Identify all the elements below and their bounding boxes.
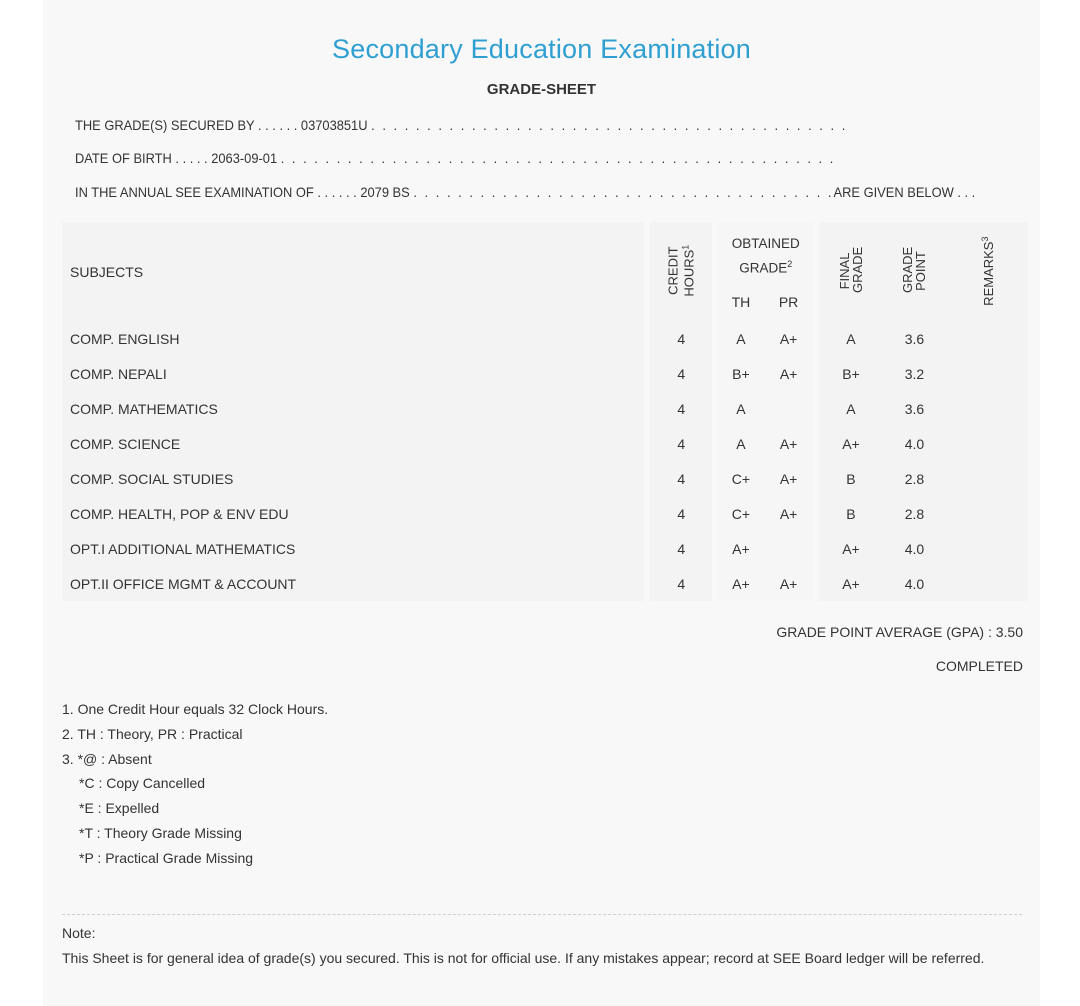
th-grade-cell: A: [718, 391, 764, 426]
credit-cell: 4: [650, 531, 712, 566]
legend-item: *T : Theory Grade Missing: [79, 824, 242, 841]
exam-value: 2079 BS: [360, 184, 410, 200]
grade-point-cell: 2.8: [883, 461, 946, 496]
header-credit-label: CREDIT HOURS$^1$: [665, 245, 697, 297]
grade-point-cell: 2.8: [883, 496, 946, 531]
note-text: This Sheet is for general idea of grade(s) you secured. This is not for official use. If any mistakes appear; record at SEE Board ledger will be referred.: [62, 949, 985, 966]
grade-point-cell: 4.0: [883, 426, 946, 461]
credit-superscript: 1: [680, 245, 691, 251]
secured-by-label: THE GRADE(S) SECURED BY . . . . . .: [75, 117, 298, 133]
final-grade-cell: A: [819, 321, 882, 356]
table-row: [62, 391, 1028, 426]
grade-point-cell: 3.2: [883, 356, 946, 391]
dot-leader: . . . . . . . . . . . . . . . . . . . . . . . . . . . . . . . . . . . . . .: [413, 184, 834, 200]
subject-cell: COMP. SOCIAL STUDIES: [62, 461, 644, 496]
subject-cell: COMP. SCIENCE: [62, 426, 644, 461]
final-grade-cell: B+: [819, 356, 882, 391]
dot-leader: . . . . . . . . . . . . . . . . . . . . . . . . . . . . . . . . . . . . . . . . . . . . . . . . . .: [280, 150, 836, 166]
credit-cell: 4: [650, 426, 712, 461]
final-grade-cell: A+: [819, 426, 882, 461]
table-row: [62, 461, 1028, 496]
legend-item: *C : Copy Cancelled: [79, 775, 206, 792]
grade-point-cell: 3.6: [883, 321, 946, 356]
remarks-cell: [946, 461, 1028, 496]
grades-table: [62, 222, 1028, 601]
subject-cell: COMP. ENGLISH: [62, 321, 644, 356]
final-grade-cell: A+: [819, 531, 882, 566]
th-grade-cell: C+: [718, 461, 764, 496]
final-grade-cell: B: [819, 461, 882, 496]
th-grade-cell: A+: [718, 566, 764, 601]
header-remarks-label: REMARKS$^3$: [979, 236, 997, 306]
obtained-superscript: 2: [787, 258, 793, 269]
subject-cell: OPT.II OFFICE MGMT & ACCOUNT: [62, 566, 644, 601]
final-grade-cell: B: [819, 496, 882, 531]
credit-cell: 4: [650, 461, 712, 496]
exam-suffix: ARE GIVEN BELOW . . .: [833, 184, 976, 200]
header-final-label: FINAL GRADE: [836, 246, 865, 293]
subject-cell: COMP. NEPALI: [62, 356, 644, 391]
table-row: [62, 496, 1028, 531]
header-pr: PR: [764, 282, 814, 321]
grade-sheet: [43, 0, 1040, 1006]
table-row: [62, 356, 1028, 391]
header-remarks: [946, 222, 1028, 321]
remarks-cell: [946, 356, 1028, 391]
remarks-cell: [946, 321, 1028, 356]
th-grade-cell: A+: [718, 531, 764, 566]
header-obtained-grade: OBTAINED GRADE$^2$: [718, 222, 813, 282]
subject-cell: COMP. HEALTH, POP & ENV EDU: [62, 496, 644, 531]
header-final-grade: [819, 222, 882, 321]
remarks-cell: [946, 531, 1028, 566]
table-header-row: [62, 222, 1028, 282]
dob-label: DATE OF BIRTH . . . . .: [75, 150, 208, 166]
legend-item: 1. One Credit Hour equals 32 Clock Hours.: [62, 701, 329, 717]
legend-item: *P : Practical Grade Missing: [79, 849, 254, 866]
grade-point-cell: 4.0: [883, 531, 946, 566]
status-text: COMPLETED: [935, 658, 1023, 674]
remarks-cell: [946, 496, 1028, 531]
credit-cell: 4: [650, 356, 712, 391]
final-grade-cell: A+: [819, 566, 882, 601]
header-credit-hours: [650, 222, 712, 321]
table-row: [62, 426, 1028, 461]
note-divider: [62, 914, 1022, 915]
pr-grade-cell: A+: [764, 566, 814, 601]
note: [62, 921, 1022, 970]
final-grade-cell: A: [819, 391, 882, 426]
th-grade-cell: B+: [718, 356, 764, 391]
header-subjects: [62, 222, 644, 321]
gpa-summary: GRADE POINT AVERAGE (GPA) : 3.50: [776, 624, 1023, 640]
subject-cell: OPT.I ADDITIONAL MATHEMATICS: [62, 531, 644, 566]
header-grade-point-label: GRADE POINT: [900, 246, 929, 293]
table-row: [62, 321, 1028, 356]
secured-by-value: 03703851U: [300, 117, 368, 133]
th-grade-cell: A: [718, 321, 764, 356]
table-row: [62, 531, 1028, 566]
remarks-cell: [946, 426, 1028, 461]
remarks-cell: [946, 566, 1028, 601]
th-grade-cell: C+: [718, 496, 764, 531]
header-grade-point: [883, 222, 946, 321]
legend-item: 2. TH : Theory, PR : Practical: [62, 725, 243, 742]
note-label: Note:: [62, 925, 96, 941]
page-subtitle: GRADE-SHEET: [486, 81, 597, 98]
credit-cell: 4: [650, 391, 712, 426]
pr-grade-cell: [764, 391, 814, 426]
table-row: [62, 566, 1028, 601]
pr-grade-cell: A+: [764, 496, 814, 531]
dob-value: 2063-09-01: [211, 150, 278, 166]
credit-cell: 4: [650, 496, 712, 531]
page-title: Secondary Education Examination: [332, 34, 751, 64]
pr-grade-cell: A+: [764, 426, 814, 461]
legend: [62, 697, 328, 871]
grade-rows: [62, 321, 1028, 601]
remarks-superscript: 3: [979, 236, 990, 242]
exam-label: IN THE ANNUAL SEE EXAMINATION OF . . . . . .: [75, 184, 357, 200]
remarks-cell: [946, 391, 1028, 426]
dob-line: [75, 150, 835, 166]
pr-grade-cell: A+: [764, 461, 814, 496]
secured-by-line: [75, 117, 847, 133]
pr-grade-cell: A+: [764, 356, 814, 391]
legend-item: *E : Expelled: [79, 800, 160, 817]
pr-grade-cell: A+: [764, 321, 814, 356]
credit-cell: 4: [650, 321, 712, 356]
grade-point-cell: 4.0: [883, 566, 946, 601]
header-subjects-label: SUBJECTS: [70, 263, 144, 280]
dot-leader: . . . . . . . . . . . . . . . . . . . . . . . . . . . . . . . . . . . . . . . . . . .: [371, 117, 848, 133]
credit-cell: 4: [650, 566, 712, 601]
subject-cell: COMP. MATHEMATICS: [62, 391, 644, 426]
grade-point-cell: 3.6: [883, 391, 946, 426]
pr-grade-cell: [764, 531, 814, 566]
header-th: TH: [718, 282, 764, 321]
legend-item: 3. *@ : Absent: [62, 750, 152, 767]
th-grade-cell: A: [718, 426, 764, 461]
exam-line: [75, 184, 975, 200]
